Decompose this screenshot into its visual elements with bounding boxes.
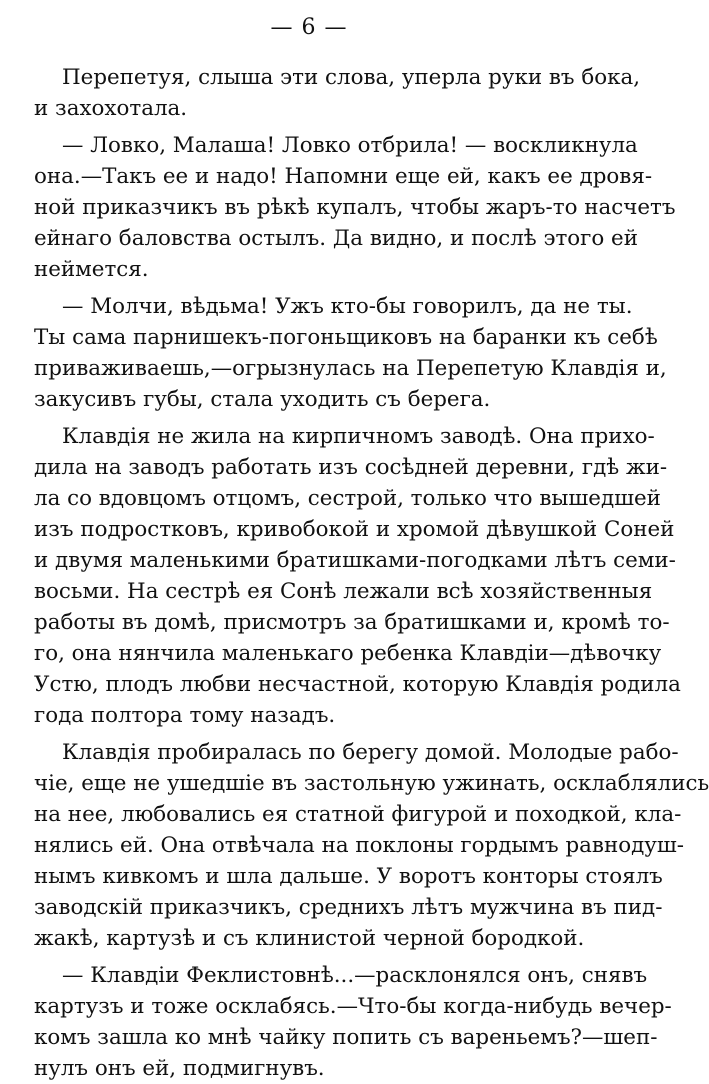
text-line: изъ подростковъ, кривобокой и хромой дѣвушкой Соней (34, 517, 675, 542)
text-line: чіе, еще не ушедшіе въ застольную ужинать, осклаблялись (34, 771, 709, 796)
text-line: Клавдія пробиралась по берегу домой. Молодые рабо- (62, 740, 679, 765)
text-line: Устю, плодъ любви несчастной, которую Клавдія родила (34, 672, 681, 697)
page-number: — 6 — (270, 15, 348, 40)
text-line: комъ зашла ко мнѣ чайку попить съ вареньемъ?—шеп- (34, 1025, 658, 1050)
text-line: Клавдія не жила на кирпичномъ заводѣ. Она прихо- (62, 424, 655, 449)
text-line: — Ловко, Малаша! Ловко отбрила! — воскликнула (62, 133, 638, 158)
text-line: восьми. На сестрѣ ея Сонѣ лежали всѣ хозяйственныя (34, 579, 653, 604)
paragraph-2 (34, 130, 676, 285)
paragraph-4 (34, 421, 681, 731)
text-line: приваживаешь,—огрызнулась на Перепетую Клавдія и, (34, 356, 667, 381)
text-line: нымъ кивкомъ и шла дальше. У воротъ конторы стоялъ (34, 864, 663, 889)
text-line: ла со вдовцомъ отцомъ, сестрой, только что вышедшей (34, 486, 661, 511)
text-line: го, она нянчила маленькаго ребенка Клавдіи—дѣвочку (34, 641, 662, 666)
text-line: жакѣ, картузѣ и съ клинистой черной бородкой. (34, 926, 585, 951)
text-line: Перепетуя, слыша эти слова, уперла руки въ бока, (62, 65, 641, 90)
text-line: года полтора тому назадъ. (34, 703, 336, 728)
text-line: дила на заводъ работать изъ сосѣдней деревни, гдѣ жи- (34, 455, 668, 480)
text-line: Ты сама парнишекъ-погоньщиковъ на баранки къ себѣ (34, 325, 658, 350)
text-line: ной приказчикъ въ рѣкѣ купалъ, чтобы жаръ-то насчетъ (34, 195, 676, 220)
paragraph-1 (34, 62, 641, 124)
text-line: на нее, любовались ея статной фигурой и походкой, кла- (34, 802, 682, 827)
text-line: она.—Такъ ее и надо! Напомни еще ей, какъ ее дровя- (34, 164, 653, 189)
text-line: и двумя маленькими братишками-погодками лѣтъ семи- (34, 548, 676, 573)
text-line: картузъ и тоже осклабясь.—Что-бы когда-нибудь вечер- (34, 994, 672, 1019)
text-line: нялись ей. Она отвѣчала на поклоны гордымъ равнодуш- (34, 833, 684, 858)
text-line: заводскій приказчикъ, среднихъ лѣтъ мужчина въ пид- (34, 895, 663, 920)
paragraph-3 (34, 291, 667, 415)
text-line: закусивъ губы, стала уходить съ берега. (34, 387, 491, 412)
text-line: работы въ домѣ, присмотръ за братишками и, кромѣ то- (34, 610, 670, 635)
text-line: — Клавдіи Феклистовнѣ...—расклонялся онъ, снявъ (62, 963, 648, 988)
paragraph-6 (34, 960, 672, 1084)
text-line: неймется. (34, 257, 149, 282)
text-line: нулъ онъ ей, подмигнувъ. (34, 1056, 325, 1081)
text-line: — Молчи, вѣдьма! Ужъ кто-бы говорилъ, да не ты. (62, 294, 633, 319)
text-line: и захохотала. (34, 96, 188, 121)
text-line: ейнаго баловства остылъ. Да видно, и послѣ этого ей (34, 226, 638, 251)
paragraph-5 (34, 737, 709, 954)
